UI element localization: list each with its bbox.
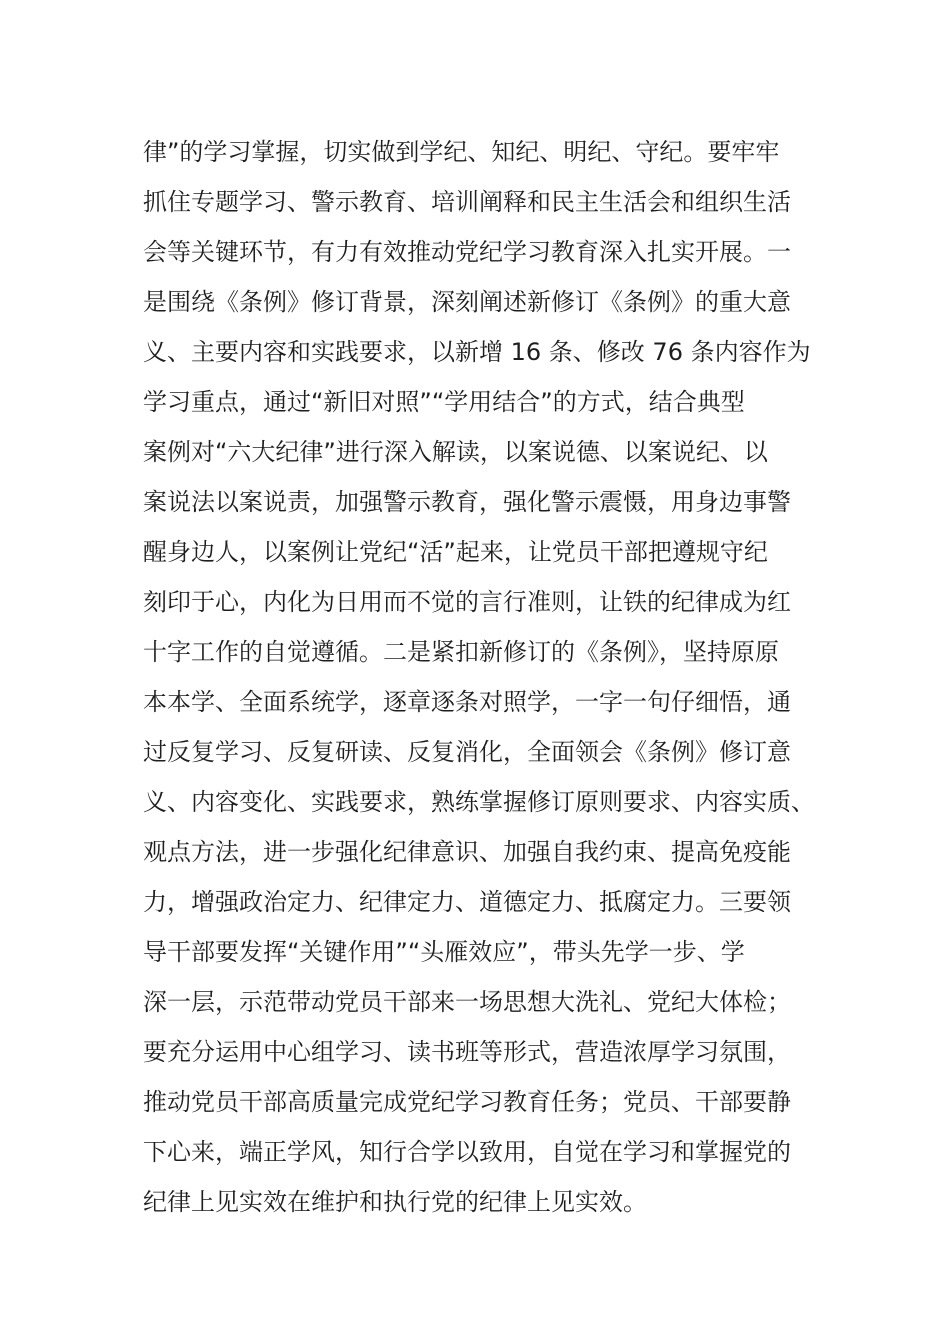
text-line: 深一层，示范带动党员干部来一场思想大洗礼、党纪大体检；	[143, 988, 791, 1016]
text-line: 刻印于心，内化为日用而不觉的言行准则，让铁的纪律成为红	[143, 588, 791, 616]
text-line: 案说法以案说责，加强警示教育，强化警示震慑，用身边事警	[143, 488, 791, 516]
text-line: 力，增强政治定力、纪律定力、道德定力、抵腐定力。三要领	[143, 888, 791, 916]
text-line: 抓住专题学习、警示教育、培训阐释和民主生活会和组织生活	[143, 188, 791, 216]
text-line: 本本学、全面系统学，逐章逐条对照学，一字一句仔细悟，通	[143, 688, 791, 716]
text-line: 推动党员干部高质量完成党纪学习教育任务；党员、干部要静	[143, 1088, 791, 1116]
text-line: 纪律上见实效在维护和执行党的纪律上见实效。	[143, 1188, 647, 1216]
text-line: 导干部要发挥“关键作用”“头雁效应”，带头先学一步、学	[143, 938, 745, 966]
text-line: 醒身边人，以案例让党纪“活”起来，让党员干部把遵规守纪	[143, 538, 768, 566]
text-line: 下心来，端正学风，知行合学以致用，自觉在学习和掌握党的	[143, 1138, 791, 1166]
text-line: 是围绕《条例》修订背景，深刻阐述新修订《条例》的重大意	[143, 288, 791, 316]
text-line: 义、主要内容和实践要求，以新增 16 条、修改 76 条内容作为	[143, 338, 811, 366]
text-line: 案例对“六大纪律”进行深入解读，以案说德、以案说纪、以	[143, 438, 768, 466]
text-line: 律”的学习掌握，切实做到学纪、知纪、明纪、守纪。要牢牢	[143, 138, 780, 166]
text-line: 会等关键环节，有力有效推动党纪学习教育深入扎实开展。一	[143, 238, 791, 266]
text-line: 要充分运用中心组学习、读书班等形式，营造浓厚学习氛围，	[143, 1038, 791, 1066]
text-line: 义、内容变化、实践要求，熟练掌握修订原则要求、内容实质、	[143, 788, 815, 816]
text-line: 十字工作的自觉遵循。二是紧扣新修订的《条例》，坚持原原	[143, 638, 779, 666]
body-paragraph	[143, 127, 823, 1227]
text-line: 观点方法，进一步强化纪律意识、加强自我约束、提高免疫能	[143, 838, 791, 866]
text-line: 学习重点，通过“新旧对照”“学用结合”的方式，结合典型	[143, 388, 745, 416]
text-line: 过反复学习、反复研读、反复消化，全面领会《条例》修订意	[143, 738, 791, 766]
